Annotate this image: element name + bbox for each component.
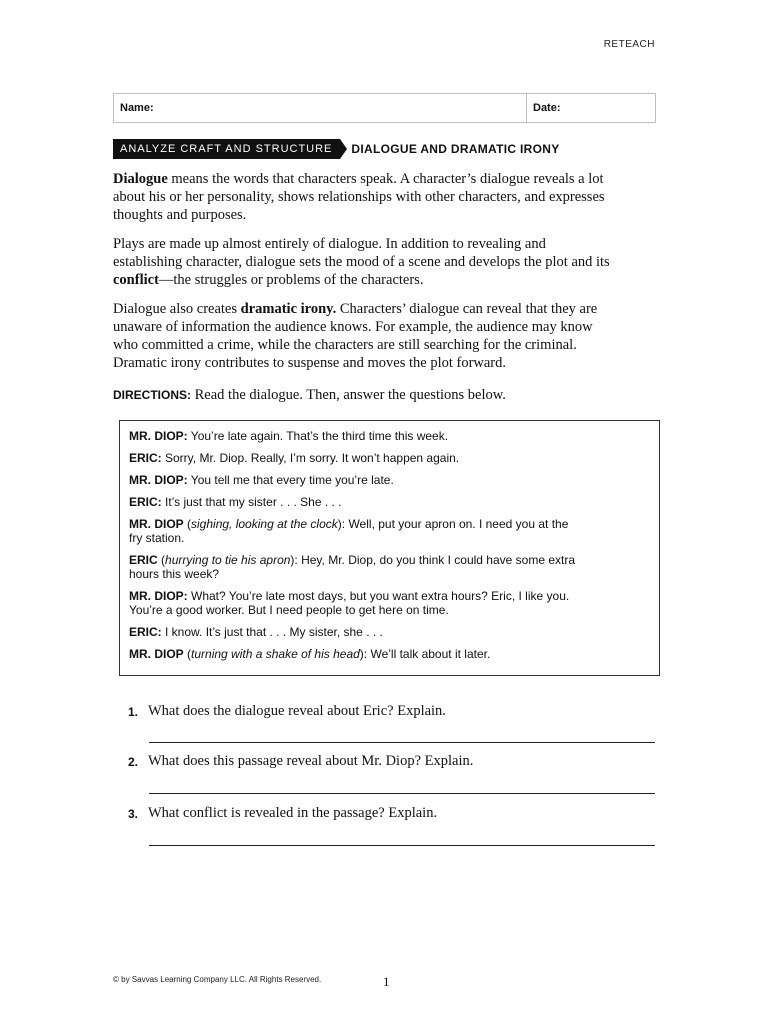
question-text: What does the dialogue reveal about Eric? Explain. (148, 703, 446, 719)
name-field[interactable] (114, 94, 527, 122)
section-banner (113, 139, 560, 159)
paragraph-dialogue (113, 170, 613, 224)
dialogue-line (129, 589, 579, 617)
line-text: I know. It’s just that . . . My sister, she . . . (161, 625, 383, 639)
date-field[interactable] (527, 94, 655, 122)
speaker: MR. DIOP (129, 517, 184, 531)
directions (113, 387, 506, 404)
line-text: : Hey, Mr. Diop, do you think I could have some extra hours this week? (129, 553, 575, 581)
term-conflict: conflict (113, 272, 159, 288)
speaker: MR. DIOP: (129, 473, 188, 487)
banner-tag: ANALYZE CRAFT AND STRUCTURE (113, 139, 340, 159)
dialogue-line: MR. DIOP (turning with a shake of his head): We’ll talk about it later. (129, 647, 491, 661)
dialogue-line (129, 625, 579, 639)
dialogue-line (129, 429, 579, 443)
speaker: ERIC (129, 553, 158, 567)
paragraph-text: Dialogue also creates (113, 301, 241, 317)
dialogue-line: ERIC (hurrying to tie his apron): Hey, Mr. Diop, do you think I could have some extra hours this week? (129, 553, 575, 581)
dialogue-line (129, 473, 579, 487)
speaker: ERIC: (129, 451, 162, 465)
paragraph-irony (113, 300, 613, 372)
stage-direction: turning with a shake of his head (191, 647, 360, 661)
line-text: You tell me that every time you’re late. (187, 473, 394, 487)
banner-arrow-icon (340, 139, 347, 159)
speaker: MR. DIOP: (129, 429, 188, 443)
speaker: ERIC: (129, 495, 162, 509)
speaker: MR. DIOP (129, 647, 184, 661)
question-3 (128, 805, 658, 822)
stage-direction: hurrying to tie his apron (165, 553, 291, 567)
name-date-box (113, 93, 656, 123)
paragraph-text: Plays are made up almost entirely of dialogue. In addition to revealing and establishing character, dialogue sets the mood of a scene and develops the plot and its (113, 236, 610, 270)
directions-text: Read the dialogue. Then, answer the questions below. (191, 387, 506, 403)
question-text: What conflict is revealed in the passage? Explain. (148, 805, 438, 821)
line-text: Sorry, Mr. Diop. Really, I’m sorry. It won’t happen again. (161, 451, 460, 465)
line-text: : Well, put your apron on. I need you at the fry station. (129, 517, 569, 545)
line-text: What? You’re late most days, but you want extra hours? Eric, I like you. You’re a good worker. But I need people to get here on time. (129, 589, 570, 617)
dialogue-box (119, 420, 660, 676)
dialogue-line (129, 451, 579, 465)
answer-line-1[interactable] (149, 742, 655, 743)
date-label: Date: (533, 102, 561, 114)
line-text: It’s just that my sister . . . She . . . (161, 495, 342, 509)
answer-line-3[interactable] (149, 845, 655, 846)
question-number: 3. (128, 807, 139, 821)
page-number: 1 (383, 974, 390, 989)
paragraph-plays (113, 235, 613, 289)
banner-title: DIALOGUE AND DRAMATIC IRONY (351, 142, 560, 156)
name-label: Name: (120, 102, 154, 114)
question-text: What does this passage reveal about Mr. Diop? Explain. (148, 753, 474, 769)
stage-direction: sighing, looking at the clock (191, 517, 338, 531)
copyright: © by Savvas Learning Company LLC. All Rights Reserved. (113, 975, 322, 984)
dialogue-line: MR. DIOP (sighing, looking at the clock): Well, put your apron on. I need you at the fry station. (129, 517, 569, 545)
dialogue-line (129, 495, 579, 509)
term-dramatic-irony: dramatic irony. (240, 301, 337, 317)
paragraph-text: Characters’ dialogue can reveal that they are unaware of information the audience knows. For example, the audience may know who committed a crime, while the characters are still searching for the criminal. Dramatic irony contributes to suspense and moves the plot forward. (113, 301, 598, 371)
speaker: ERIC: (129, 625, 162, 639)
paragraph-text: means the words that characters speak. A character’s dialogue reveals a lot about his or her personality, shows relationships with other characters, and expresses thoughts and purposes. (113, 171, 605, 223)
paragraph-text: —the struggles or problems of the characters. (158, 272, 424, 288)
line-text: : We’ll talk about it later. (363, 647, 491, 661)
question-number: 2. (128, 755, 139, 769)
question-1 (128, 703, 658, 720)
term-dialogue: Dialogue (113, 171, 168, 187)
header-label: RETEACH (603, 39, 655, 50)
question-number: 1. (128, 705, 139, 719)
directions-label: DIRECTIONS: (113, 388, 191, 402)
question-2 (128, 753, 658, 770)
answer-line-2[interactable] (149, 793, 655, 794)
line-text: You’re late again. That’s the third time this week. (187, 429, 449, 443)
speaker: MR. DIOP: (129, 589, 188, 603)
